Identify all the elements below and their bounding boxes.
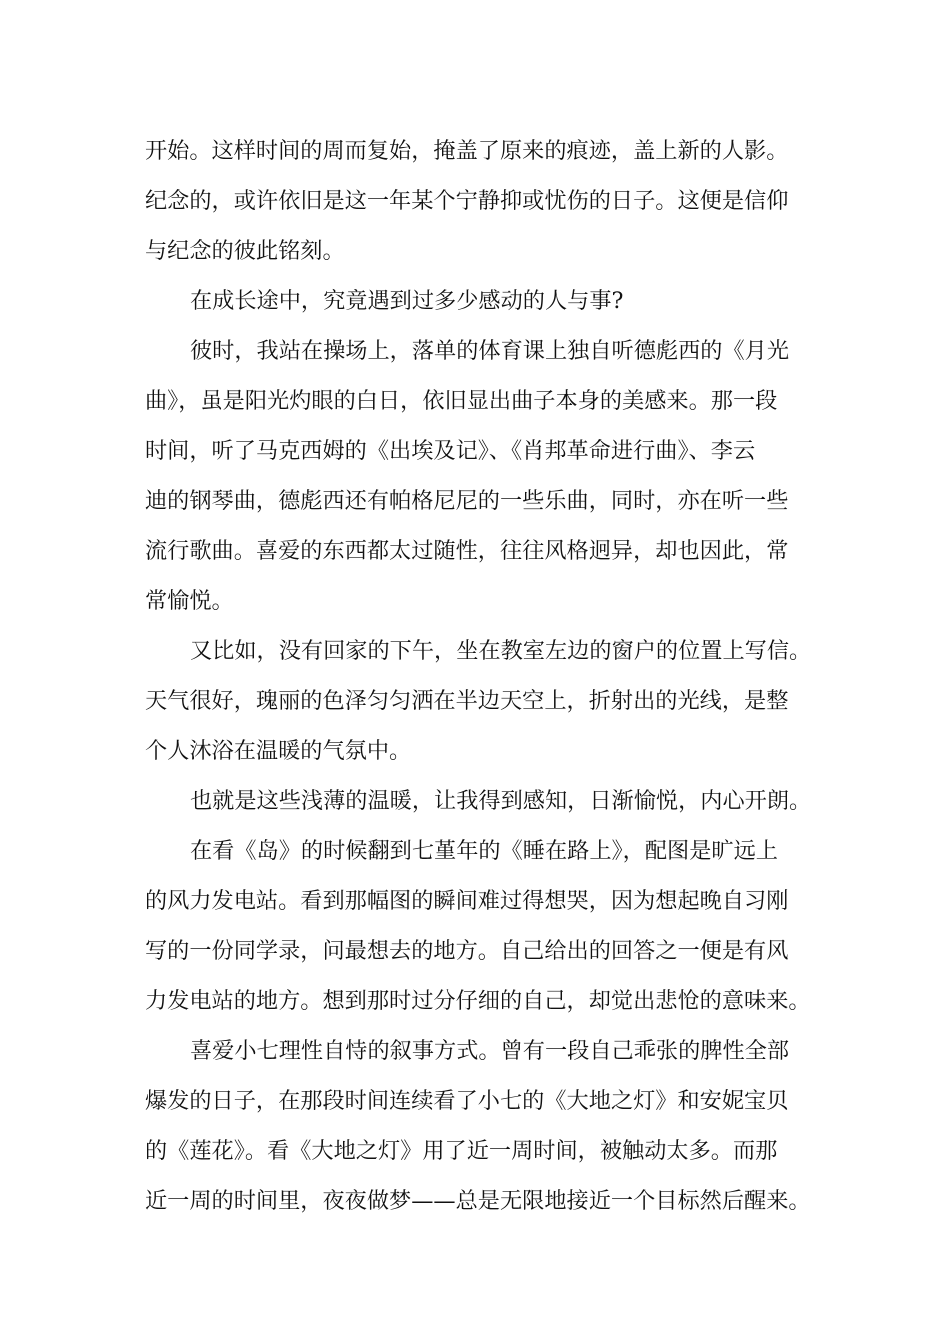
text-line: 开始。这样时间的周而复始，掩盖了原来的痕迹，盖上新的人影。 [145,138,789,164]
text-line: 的风力发电站。看到那幅图的瞬间难过得想哭，因为想起晚自习刚 [145,888,789,914]
text-line: 写的一份同学录，问最想去的地方。自己给出的回答之一便是有风 [145,938,789,964]
text-line: 迪的钢琴曲，德彪西还有帕格尼尼的一些乐曲，同时，亦在听一些 [145,488,789,514]
text-line: 也就是这些浅薄的温暖，让我得到感知，日渐愉悦，内心开朗。 [190,788,812,814]
text-line: 力发电站的地方。想到那时过分仔细的自己，却觉出悲怆的意味来。 [145,988,811,1014]
text-line: 常愉悦。 [145,588,234,614]
text-line: 时间，听了马克西姆的《出埃及记》、《肖邦革命进行曲》、李云 [145,438,756,464]
text-line: 天气很好，瑰丽的色泽匀匀洒在半边天空上，折射出的光线，是整 [145,688,789,714]
text-line: 在看《岛》的时候翻到七堇年的《睡在路上》，配图是旷远上 [190,838,778,864]
text-line: 喜爱小七理性自恃的叙事方式。曾有一段自己乖张的脾性全部 [190,1038,790,1064]
body-text [145,126,815,1226]
text-line: 爆发的日子，在那段时间连续看了小七的《大地之灯》和安妮宝贝 [145,1088,789,1114]
text-line: 的《莲花》。看《大地之灯》用了近一周时间，被触动太多。而那 [145,1138,778,1164]
text-line: 彼时，我站在操场上，落单的体育课上独自听德彪西的《月光 [190,338,790,364]
text-line: 近一周的时间里，夜夜做梦——总是无限地接近一个目标然后醒来。 [145,1188,811,1214]
text-line: 与纪念的彼此铭刻。 [145,238,345,264]
text-line: 个人沐浴在温暖的气氛中。 [145,738,412,764]
text-line: 流行歌曲。喜爱的东西都太过随性，往往风格迥异，却也因此，常 [145,538,789,564]
text-line: 纪念的，或许依旧是这一年某个宁静抑或忧伤的日子。这便是信仰 [145,188,789,214]
text-line: 曲》，虽是阳光灼眼的白日，依旧显出曲子本身的美感来。那一段 [145,388,778,414]
text-line: 在成长途中，究竟遇到过多少感动的人与事? [190,288,624,314]
text-line: 又比如，没有回家的下午，坐在教室左边的窗户的位置上写信。 [190,638,812,664]
